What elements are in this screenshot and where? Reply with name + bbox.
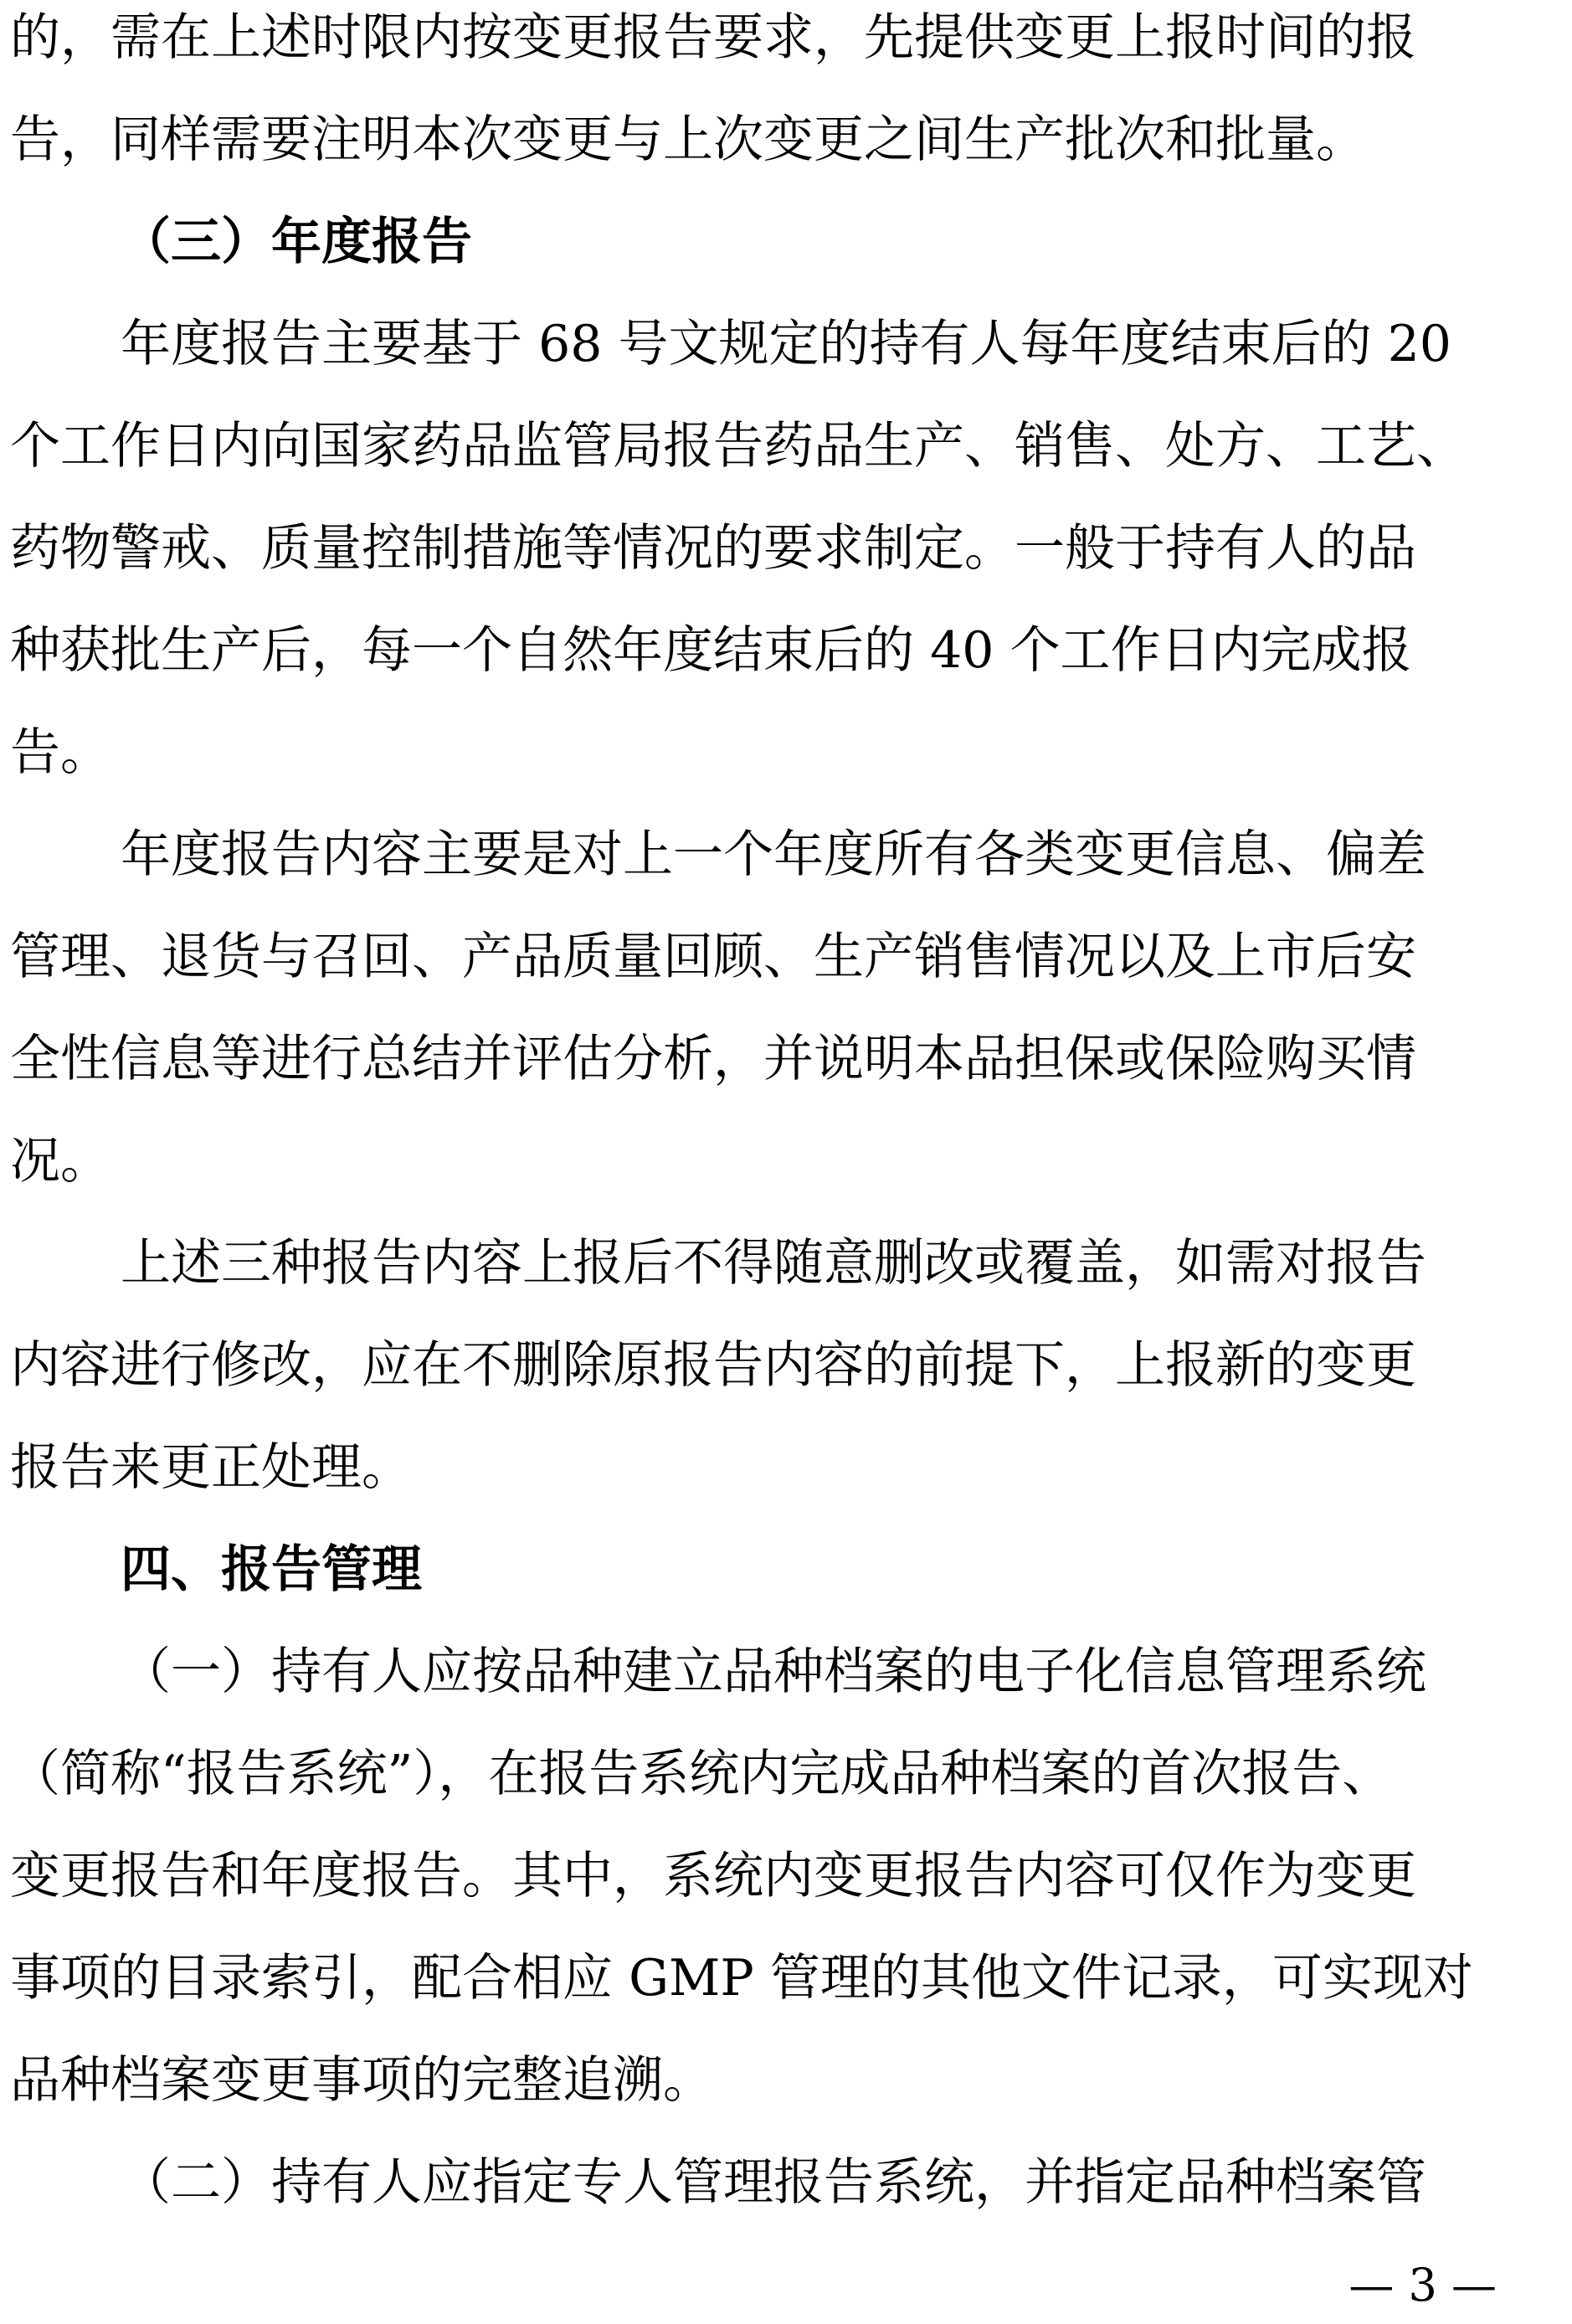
text-line: 变更报告和年度报告。其中，系统内变更报告内容可仅作为变更: [10, 1847, 1416, 1905]
text-line: 个工作日内向国家药品监管局报告药品生产、销售、处方、工艺、: [10, 417, 1467, 476]
text-line: （二）持有人应指定专人管理报告系统，并指定品种档案管: [121, 2153, 1426, 2212]
section-heading-report-management: [10, 1519, 1559, 1621]
text-line: 管理、退货与召回、产品质量回顾、生产销售情况以及上市后安: [10, 928, 1416, 986]
text-line: 告。: [10, 723, 110, 782]
text-line: 上述三种报告内容上报后不得随意删改或覆盖，如需对报告: [121, 1234, 1426, 1293]
text-line: 年度报告内容主要是对上一个年度所有各类变更信息、偏差: [121, 825, 1426, 884]
text-line: 品种档案变更事项的完整追溯。: [10, 2051, 713, 2110]
text-line: 告，同样需要注明本次变更与上次变更之间生产批次和批量。: [10, 111, 1366, 169]
heading-text: （三）年度报告: [121, 213, 472, 271]
section-heading-annual-report: [10, 191, 1559, 293]
paragraph-report-system: [10, 1621, 1559, 2131]
paragraph-continued: [10, 0, 1559, 191]
text-line: 年度报告主要基于 68 号文规定的持有人每年度结束后的 20: [121, 315, 1451, 373]
text-line: 事项的目录索引，配合相应 GMP 管理的其他文件记录，可实现对: [10, 1949, 1473, 2008]
text-line: 内容进行修改，应在不删除原报告内容的前提下，上报新的变更: [10, 1336, 1416, 1395]
text-line: 报告来更正处理。: [10, 1438, 412, 1497]
text-line: 药物警戒、质量控制措施等情况的要求制定。一般于持有人的品: [10, 519, 1416, 578]
text-line: 全性信息等进行总结并评估分析，并说明本品担保或保险购买情: [10, 1030, 1416, 1088]
text-line: 的，需在上述时限内按变更报告要求，先提供变更上报时间的报: [10, 8, 1416, 67]
text-line: （一）持有人应按品种建立品种档案的电子化信息管理系统: [121, 1643, 1426, 1701]
paragraph-report-modification: [10, 1212, 1559, 1519]
text-line: 种获批生产后，每一个自然年度结束后的 40 个工作日内完成报: [10, 621, 1412, 680]
page-number: — 3 —: [1349, 2259, 1497, 2311]
document-page: [10, 0, 1559, 2234]
paragraph-system-administrator: [10, 2131, 1559, 2234]
heading-text: 四、报告管理: [121, 1540, 422, 1599]
paragraph-annual-report-basis: [10, 293, 1559, 804]
text-line: 况。: [10, 1132, 110, 1190]
text-line: （简称“报告系统”），在报告系统内完成品种档案的首次报告、: [10, 1745, 1393, 1803]
paragraph-annual-report-content: [10, 804, 1559, 1212]
